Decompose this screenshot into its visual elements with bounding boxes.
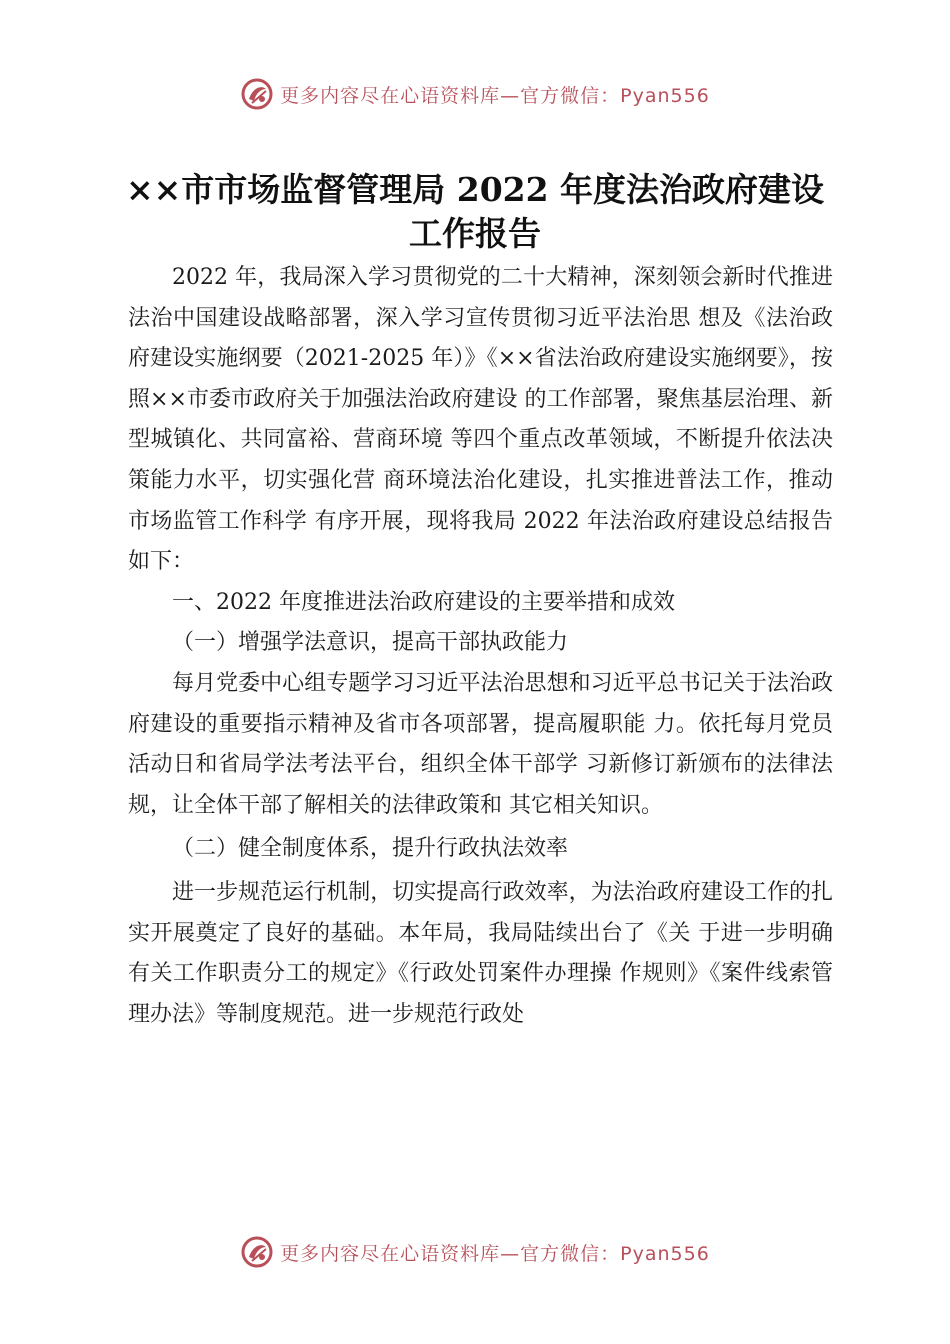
intro-paragraph: 2022 年，我局深入学习贯彻党的二十大精神，深刻领会新时代推进法治中国建设战略部署，深入学习宣传贯彻习近平法治思 想及《法治政府建设实施纲要（2021-2025 年）》《××省法治政府建设实施纲要》，按照××市委市政府关于加强法治政府建设 的工作部署，聚焦基层治理、新型城镇化、共同富裕、营商环境 等四个重点改革领域，不断提升依法决策能力水平，切实强化营 商环境法治化建设，扎实推进普法工作，推动市场监管工作科学 有序开展，现将我局 2022 年法治政府建设总结报告如下：: [128, 265, 833, 575]
header-banner: [0, 74, 950, 114]
document-body: [128, 258, 833, 1035]
document-title: [100, 168, 850, 256]
subsection-heading-1: （一）增强学法意识，提高干部执政能力: [172, 630, 569, 656]
title-line-2: 工作报告: [409, 214, 541, 253]
title-line-1: ××市市场监督管理局 2022 年度法治政府建设: [125, 170, 825, 209]
subsection-heading-2: （二）健全制度体系，提升行政执法效率: [172, 836, 569, 862]
subsection-1-paragraph: 每月党委中心组专题学习习近平法治思想和习近平总书记关于法治政府建设的重要指示精神及省市各项部署，提高履职能 力。依托每月党员活动日和省局学法考法平台，组织全体干部学 习新修订新颁布的法律法规，让全体干部了解相关的法律政策和 其它相关知识。: [128, 670, 833, 818]
seal-logo-icon: [240, 77, 274, 111]
banner-text: 更多内容尽在心语资料库—官方微信：Pyan556: [280, 84, 710, 107]
seal-logo-icon: [240, 1235, 274, 1269]
subsection-2-paragraph: 进一步规范运行机制，切实提高行政效率，为法治政府建设工作的扎实开展奠定了良好的基础。本年局，我局陆续出台了《关 于进一步明确有关工作职责分工的规定》《行政处罚案件办理操 作规则》《案件线索管理办法》等制度规范。进一步规范行政处: [128, 879, 833, 1027]
footer-banner: [0, 1232, 950, 1272]
banner-text: 更多内容尽在心语资料库—官方微信：Pyan556: [280, 1242, 710, 1265]
section-heading-1: 一、2022 年度推进法治政府建设的主要举措和成效: [172, 589, 675, 615]
